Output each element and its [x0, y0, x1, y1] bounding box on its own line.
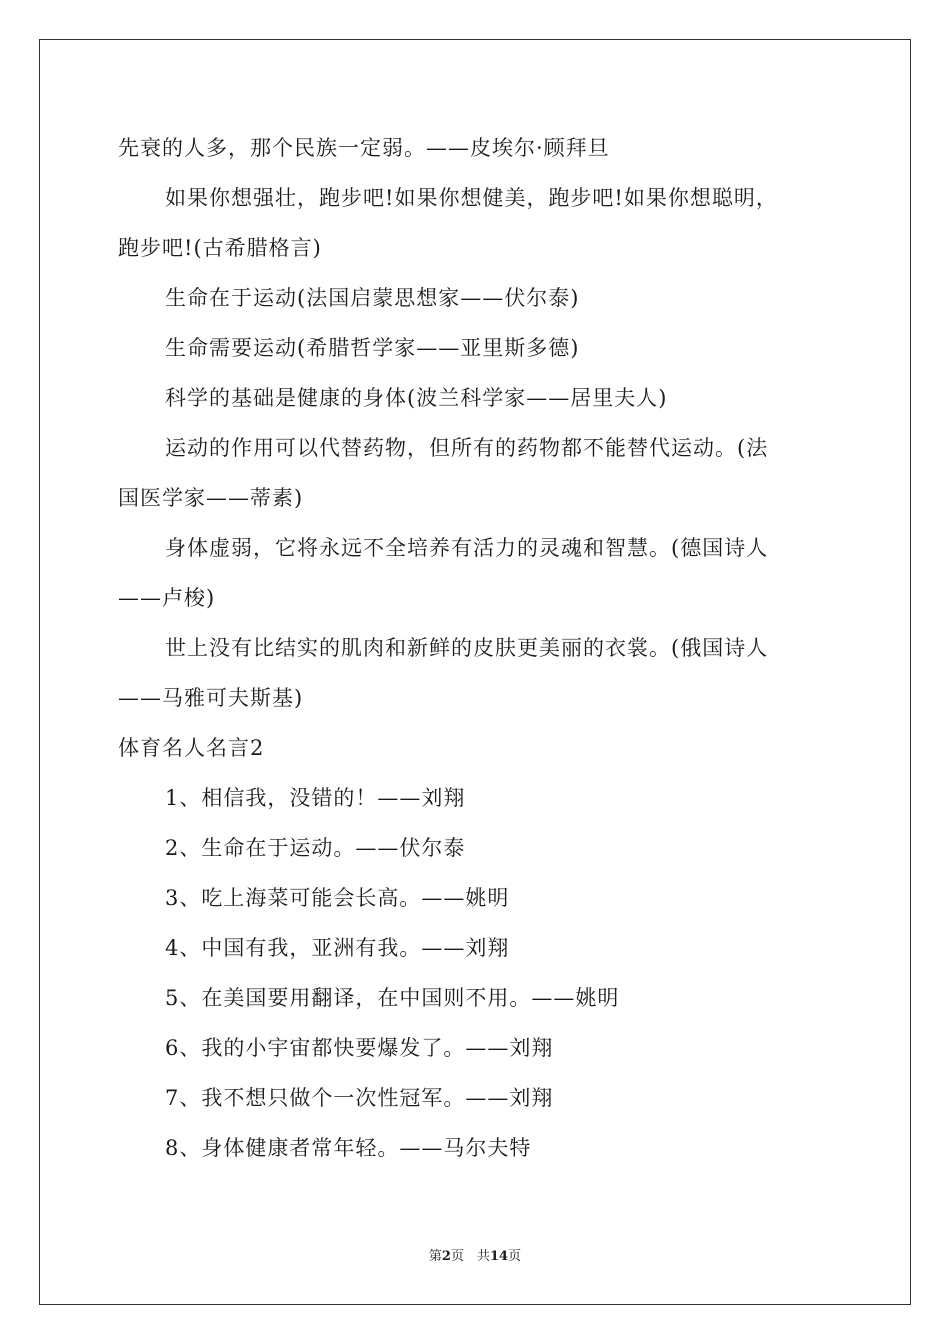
- paragraph-line: 身体虚弱，它将永远不全培养有活力的灵魂和智慧。(德国诗人: [165, 536, 769, 560]
- list-item: 6、我的小宇宙都快要爆发了。——刘翔: [165, 1036, 554, 1060]
- list-item: 8、身体健康者常年轻。——马尔夫特: [165, 1136, 532, 1160]
- paragraph-line: 如果你想强壮，跑步吧!如果你想健美，跑步吧!如果你想聪明，: [165, 186, 778, 210]
- section-heading: 体育名人名言2: [118, 736, 265, 760]
- total-page-count: 14: [489, 1249, 509, 1264]
- page-prefix: 第: [428, 1249, 442, 1264]
- page-border: [39, 39, 911, 1305]
- list-item: 2、生命在于运动。——伏尔泰: [165, 836, 466, 860]
- page-number-footer: [0, 1248, 950, 1266]
- paragraph-line: 先衰的人多，那个民族一定弱。——皮埃尔·顾拜旦: [118, 136, 610, 160]
- page-suffix: 页: [508, 1249, 522, 1264]
- paragraph-line: ——马雅可夫斯基): [118, 686, 304, 710]
- paragraph-line: 科学的基础是健康的身体(波兰科学家——居里夫人): [165, 386, 668, 410]
- list-item: 7、我不想只做个一次性冠军。——刘翔: [165, 1086, 554, 1110]
- paragraph-line: 生命需要运动(希腊哲学家——亚里斯多德): [165, 336, 580, 360]
- paragraph-line: 国医学家——蒂素): [118, 486, 304, 510]
- list-item: 4、中国有我，亚洲有我。——刘翔: [165, 936, 510, 960]
- paragraph-line: 跑步吧!(古希腊格言): [118, 236, 322, 260]
- paragraph-line: 生命在于运动(法国启蒙思想家——伏尔泰): [165, 286, 580, 310]
- paragraph-line: ——卢梭): [118, 586, 216, 610]
- paragraph-line: 世上没有比结实的肌肉和新鲜的皮肤更美丽的衣裳。(俄国诗人: [165, 636, 769, 660]
- list-item: 1、相信我，没错的！——刘翔: [165, 786, 466, 810]
- paragraph-line: 运动的作用可以代替药物，但所有的药物都不能替代运动。(法: [165, 436, 769, 460]
- list-item: 5、在美国要用翻译，在中国则不用。——姚明: [165, 986, 620, 1010]
- page-separator: 页 共: [450, 1249, 490, 1264]
- list-item: 3、吃上海菜可能会长高。——姚明: [165, 886, 510, 910]
- current-page-number: 2: [441, 1249, 451, 1264]
